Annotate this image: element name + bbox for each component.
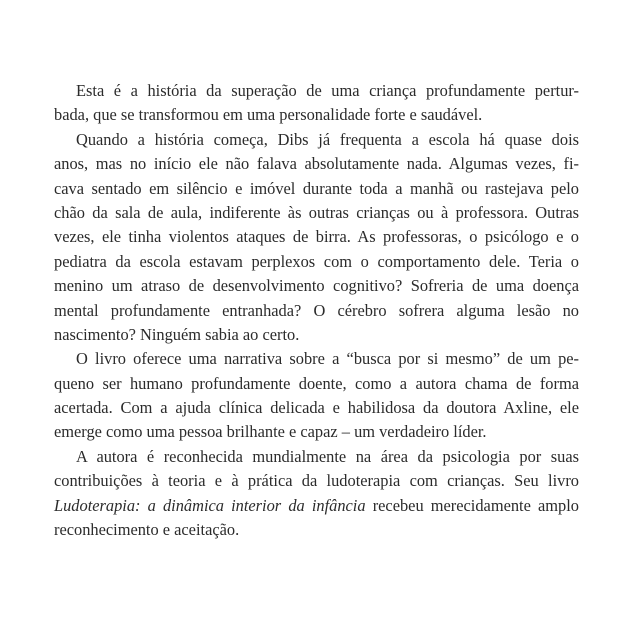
text-line: queno ser humano profundamente doente, como a autora chama de forma (54, 373, 579, 393)
text-fragment: recebeu merecidamente amplo (365, 495, 579, 515)
text-line: bada, que se transformou em uma personalidade forte e saudável. (54, 105, 483, 125)
text-line: pediatra da escola estavam perplexos com o comportamento dele. Teria o (54, 251, 579, 271)
text-line: A autora é reconhecida mundialmente na área da psicologia por suas (76, 446, 579, 466)
paragraph-3 (54, 347, 579, 445)
text-line: chão da sala de aula, indiferente às outras crianças ou à professora. Outras (54, 202, 579, 222)
text-line: Quando a história começa, Dibs já frequenta a escola há quase dois (76, 129, 579, 149)
text-line: reconhecimento e aceitação. (54, 520, 240, 540)
text-line-with-title (54, 494, 579, 518)
text-line: menino um atraso de desenvolvimento cognitivo? Sofreria de uma doença (54, 276, 579, 296)
text-line: cava sentado em silêncio e imóvel durante toda a manhã ou rastejava pelo (54, 178, 579, 198)
text-line: emerge como uma pessoa brilhante e capaz – um verdadeiro líder. (54, 422, 487, 442)
paragraph-2 (54, 128, 579, 348)
text-line: mental profundamente entranhada? O cérebro sofrera alguma lesão no (54, 300, 579, 320)
book-blurb (54, 79, 579, 542)
text-line: anos, mas no início ele não falava absolutamente nada. Algumas vezes, fi- (54, 154, 579, 174)
text-line: nascimento? Ninguém sabia ao certo. (54, 324, 300, 344)
text-line: acertada. Com a ajuda clínica delicada e habilidosa da doutora Axline, ele (54, 398, 579, 418)
paragraph-1 (54, 79, 579, 128)
book-title: Ludoterapia: a dinâmica interior da infância (54, 495, 366, 515)
text-line: O livro oferece uma narrativa sobre a “busca por si mesmo” de um pe- (76, 349, 579, 369)
text-line: vezes, ele tinha violentos ataques de birra. As professoras, o psicólogo e o (54, 227, 579, 247)
text-line: Esta é a história da superação de uma criança profundamente pertur- (76, 81, 579, 100)
paragraph-4 (54, 445, 579, 543)
text-line: contribuições à teoria e à prática da ludoterapia com crianças. Seu livro (54, 471, 579, 491)
